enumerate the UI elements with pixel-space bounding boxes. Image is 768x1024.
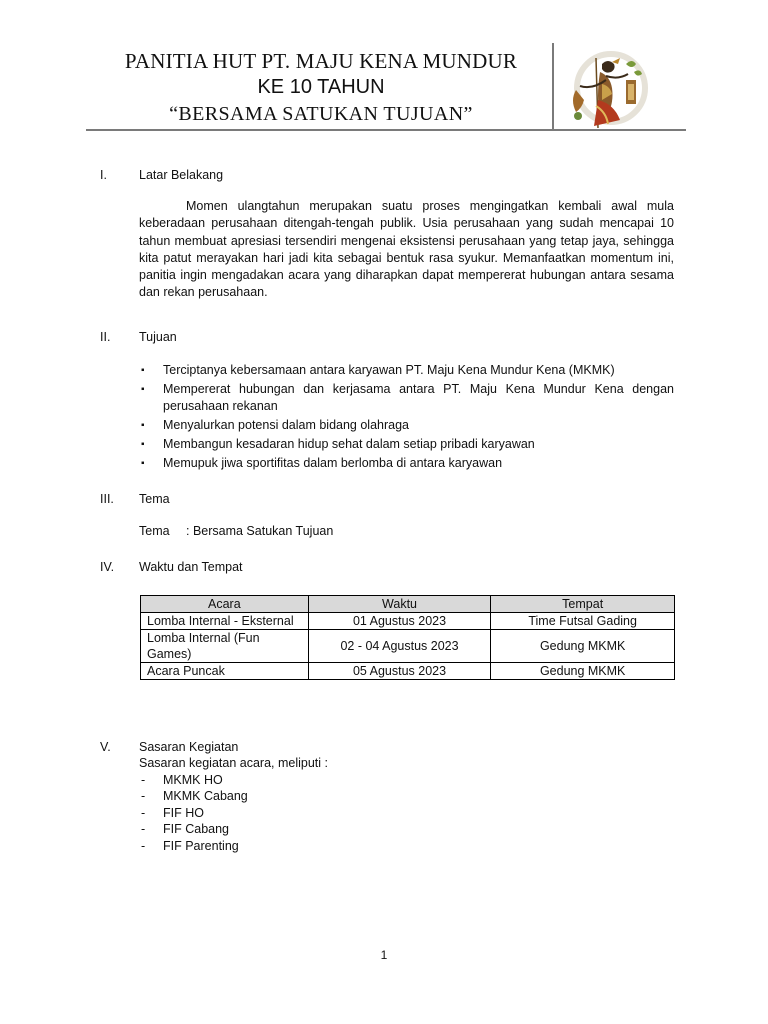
dash-marker: - — [141, 773, 146, 787]
tujuan-list — [139, 362, 674, 473]
header-vertical-divider — [552, 43, 554, 130]
section-5-title: Sasaran Kegiatan — [139, 740, 239, 754]
list-item — [139, 455, 674, 473]
section-2-number: II. — [100, 330, 111, 344]
header-tagline: “BERSAMA SATUKAN TUJUAN” — [169, 103, 473, 125]
page-number: 1 — [380, 948, 388, 962]
list-item — [139, 436, 674, 454]
table-row — [141, 613, 675, 630]
list-item-text: FIF Cabang — [163, 822, 230, 837]
table-cell: Lomba Internal (Fun Games) — [141, 630, 309, 663]
list-item-text: Memupuk jiwa sportifitas dalam berlomba di antara karyawan — [163, 455, 503, 470]
section-1-paragraph: Momen ulangtahun merupakan suatu proses mengingatkan kembali awal mula keberadaan perusahaan ditengah-tengah publik. Usia perusahaan yang sudah mencapai 10 tahun membuat apresiasi tersendiri mengenai eksistensi perusahaan yang tetap jaya, sehingga kita patut merayakan hari jadi kita sebagai bentuk rasa syukur. Memanfaatkan momentum ini, panitia ingin mengadakan acara yang diharapkan dapat mempererat hubungan antara sesama dan rekan perusahaan. — [139, 199, 674, 300]
section-5-number: V. — [100, 740, 111, 754]
table-cell: Gedung MKMK — [491, 630, 675, 663]
list-item — [139, 805, 248, 821]
list-item-text: MKMK Cabang — [163, 789, 248, 804]
list-item-text: Membangun kesadaran hidup sehat dalam setiap pribadi karyawan — [163, 436, 535, 451]
bullet-icon: ▪ — [141, 438, 145, 450]
list-item-text: Menyalurkan potensi dalam bidang olahraga — [163, 418, 409, 433]
dash-marker: - — [141, 805, 146, 820]
list-item — [139, 788, 248, 804]
table-cell: 01 Agustus 2023 — [308, 613, 491, 630]
list-item-text: Mempererat hubungan dan kerjasama antara PT. Maju Kena Mundur Kena dengan perusahaan rekanan — [163, 381, 674, 414]
bullet-icon: ▪ — [141, 457, 145, 469]
wayang-puppet-icon — [556, 50, 656, 130]
tema-label: Tema — [139, 524, 170, 538]
dash-marker: - — [141, 822, 146, 837]
tema-row — [139, 524, 333, 538]
list-item — [139, 772, 248, 788]
list-item — [139, 838, 248, 854]
table-cell: Acara Puncak — [141, 663, 309, 680]
section-1-body — [139, 198, 674, 302]
sasaran-list — [139, 772, 248, 854]
tema-value: : Bersama Satukan Tujuan — [186, 524, 334, 538]
section-2-title: Tujuan — [139, 330, 177, 344]
schedule-table — [140, 595, 675, 680]
list-item — [139, 381, 674, 416]
table-row — [141, 630, 675, 663]
bullet-icon: ▪ — [141, 420, 145, 432]
section-4-title: Waktu dan Tempat — [139, 560, 243, 574]
section-4-number: IV. — [100, 560, 115, 574]
column-header: Tempat — [491, 596, 675, 613]
table-cell: Lomba Internal - Eksternal — [141, 613, 309, 630]
table-cell: 02 - 04 Agustus 2023 — [308, 630, 491, 663]
table-cell: Gedung MKMK — [491, 663, 675, 680]
list-item — [139, 417, 674, 435]
section-3-number: III. — [100, 492, 114, 506]
list-item-text: FIF HO — [163, 805, 204, 820]
column-header: Waktu — [308, 596, 491, 613]
section-3-title: Tema — [139, 492, 170, 506]
table-row — [141, 663, 675, 680]
dash-marker: - — [141, 789, 146, 804]
bullet-icon: ▪ — [141, 365, 145, 376]
bullet-icon: ▪ — [141, 383, 145, 395]
column-header: Acara — [141, 596, 309, 613]
header-title-line1: PANITIA HUT PT. MAJU KENA MUNDUR — [124, 49, 518, 73]
table-cell: Time Futsal Gading — [491, 613, 675, 630]
section-1-number: I. — [100, 168, 107, 182]
list-item-text: MKMK HO — [163, 773, 223, 787]
list-item — [139, 362, 674, 380]
section-1-title: Latar Belakang — [139, 168, 224, 182]
list-item-text: FIF Parenting — [163, 838, 239, 853]
table-cell: 05 Agustus 2023 — [308, 663, 491, 680]
header-title-line2: KE 10 TAHUN — [257, 76, 385, 98]
list-item — [139, 821, 248, 837]
list-item-text: Terciptanya kebersamaan antara karyawan PT. Maju Kena Mundur Kena (MKMK) — [163, 363, 615, 377]
table-header-row — [141, 596, 675, 613]
section-5-intro: Sasaran kegiatan acara, meliputi : — [139, 756, 328, 770]
dash-marker: - — [141, 838, 146, 853]
